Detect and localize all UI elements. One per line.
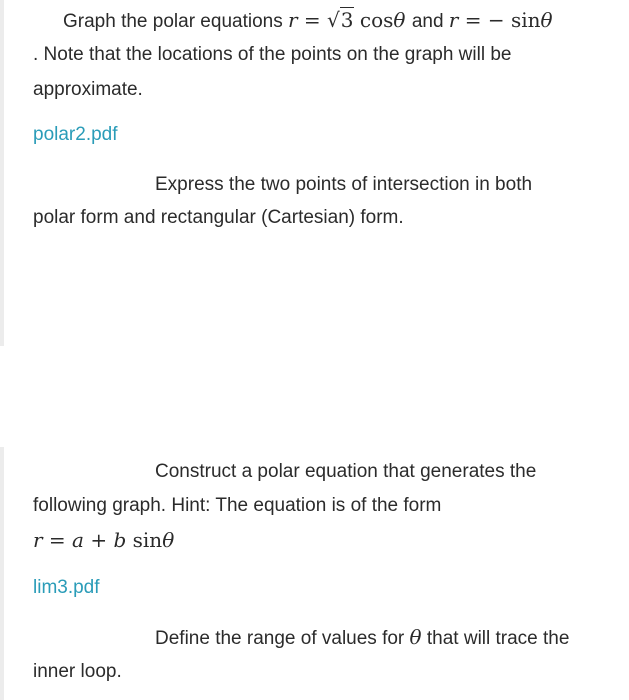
math-op: +: [90, 528, 108, 552]
math-var: θ: [409, 625, 422, 649]
math-op: =: [303, 8, 321, 32]
text: and: [411, 11, 444, 32]
math-op: −: [487, 8, 505, 32]
subquestion-line-1: [155, 625, 569, 651]
math-func: cos: [359, 8, 394, 32]
question-2-line-1: Construct a polar equation that generates the: [155, 461, 537, 482]
question-block-border: [0, 0, 4, 346]
subquestion-line-2: inner loop.: [33, 661, 122, 682]
attachment-link-polar2[interactable]: polar2.pdf: [33, 124, 118, 145]
question-block-border: [0, 447, 4, 700]
math-func: sin: [132, 528, 163, 552]
text: Define the range of values for: [155, 628, 405, 649]
math-var: b: [113, 528, 127, 552]
math-op: =: [48, 528, 66, 552]
math-var: θ: [393, 8, 406, 32]
question-2-line-2: following graph. Hint: The equation is of the form: [33, 495, 442, 516]
math-var: r: [33, 528, 43, 552]
math-func: sin: [510, 8, 541, 32]
text: that will trace the: [426, 628, 570, 649]
math-var: θ: [540, 8, 553, 32]
equation-1: [288, 7, 412, 32]
subquestion-line-2: polar form and rectangular (Cartesian) form.: [33, 207, 404, 228]
equation-2: [449, 8, 553, 32]
attachment-link-lim3[interactable]: lim3.pdf: [33, 577, 100, 598]
question-1-line-2: . Note that the locations of the points on the graph will be: [33, 44, 512, 65]
math-var: r: [448, 8, 459, 32]
math-var: a: [72, 528, 84, 552]
math-op: =: [464, 8, 482, 32]
subquestion-line-1: Express the two points of intersection in both: [155, 174, 533, 195]
math-var: r: [288, 8, 298, 32]
math-var: θ: [162, 528, 175, 552]
hint-equation: [33, 528, 174, 552]
sqrt-sign: √: [327, 8, 340, 32]
question-1-line-3: approximate.: [33, 79, 143, 100]
question-1-line-1: [63, 8, 553, 34]
radicand: 3: [340, 8, 354, 32]
text: Graph the polar equations: [63, 11, 283, 32]
